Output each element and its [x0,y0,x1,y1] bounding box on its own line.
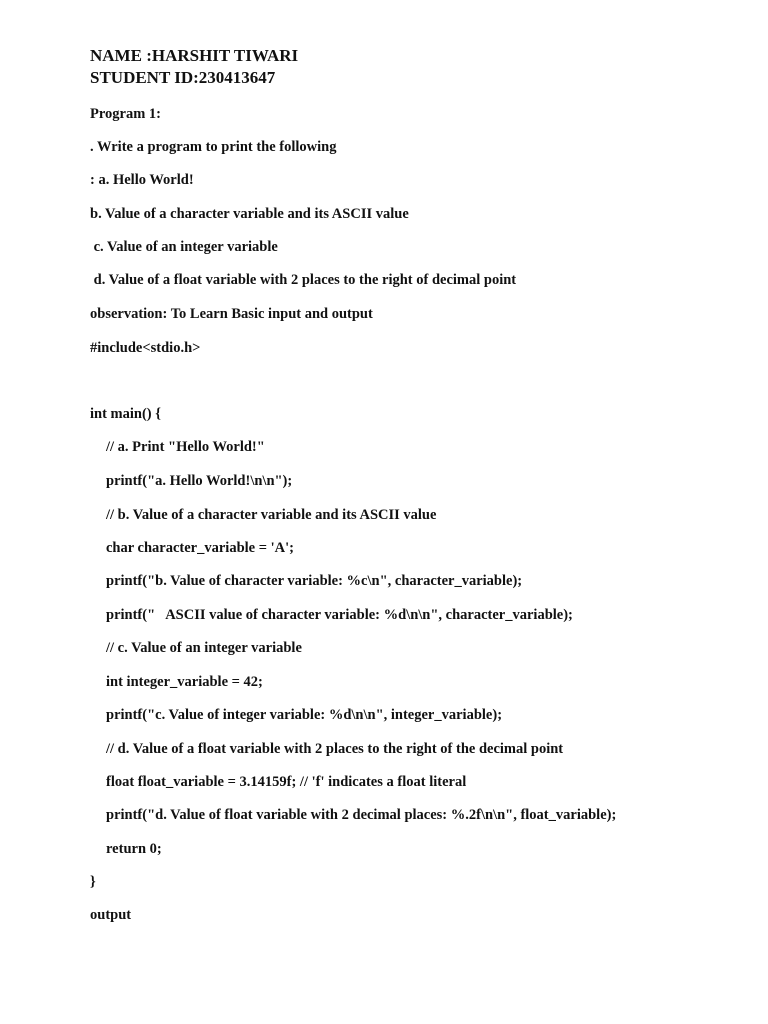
observation-text: observation: To Learn Basic input and output [90,306,373,322]
code-main-open: int main() { [90,406,161,422]
program-title: Program 1: [90,106,161,122]
task-item-b: b. Value of a character variable and its ASCII value [90,206,409,222]
program-task: . Write a program to print the following [90,139,337,155]
code-line: // a. Print "Hello World!" [106,439,265,455]
student-id: STUDENT ID:230413647 [90,68,276,87]
code-line: char character_variable = 'A'; [106,540,294,556]
code-line: // d. Value of a float variable with 2 places to the right of the decimal point [106,741,564,757]
code-line: return 0; [106,841,162,857]
code-line: // b. Value of a character variable and its ASCII value [106,507,437,523]
code-main-close: } [90,874,96,890]
code-line: printf("a. Hello World!\n\n"); [106,473,293,489]
code-include: #include<stdio.h> [90,340,201,356]
code-line: printf(" ASCII value of character variable: %d\n\n", character_variable); [106,607,573,623]
output-label: output [90,907,132,923]
code-line: int integer_variable = 42; [106,674,263,690]
code-line: printf("c. Value of integer variable: %d\n\n", integer_variable); [106,707,503,723]
student-name: NAME :HARSHIT TIWARI [90,46,299,65]
code-line: printf("b. Value of character variable: %c\n", character_variable); [106,573,523,589]
task-item-a: : a. Hello World! [90,172,194,188]
task-item-c: c. Value of an integer variable [90,239,278,255]
code-line: // c. Value of an integer variable [106,640,302,656]
code-line: float float_variable = 3.14159f; // 'f' indicates a float literal [106,774,467,790]
task-item-d: d. Value of a float variable with 2 places to the right of decimal point [90,272,517,288]
code-line: printf("d. Value of float variable with 2 decimal places: %.2f\n\n", float_variable); [106,807,617,823]
